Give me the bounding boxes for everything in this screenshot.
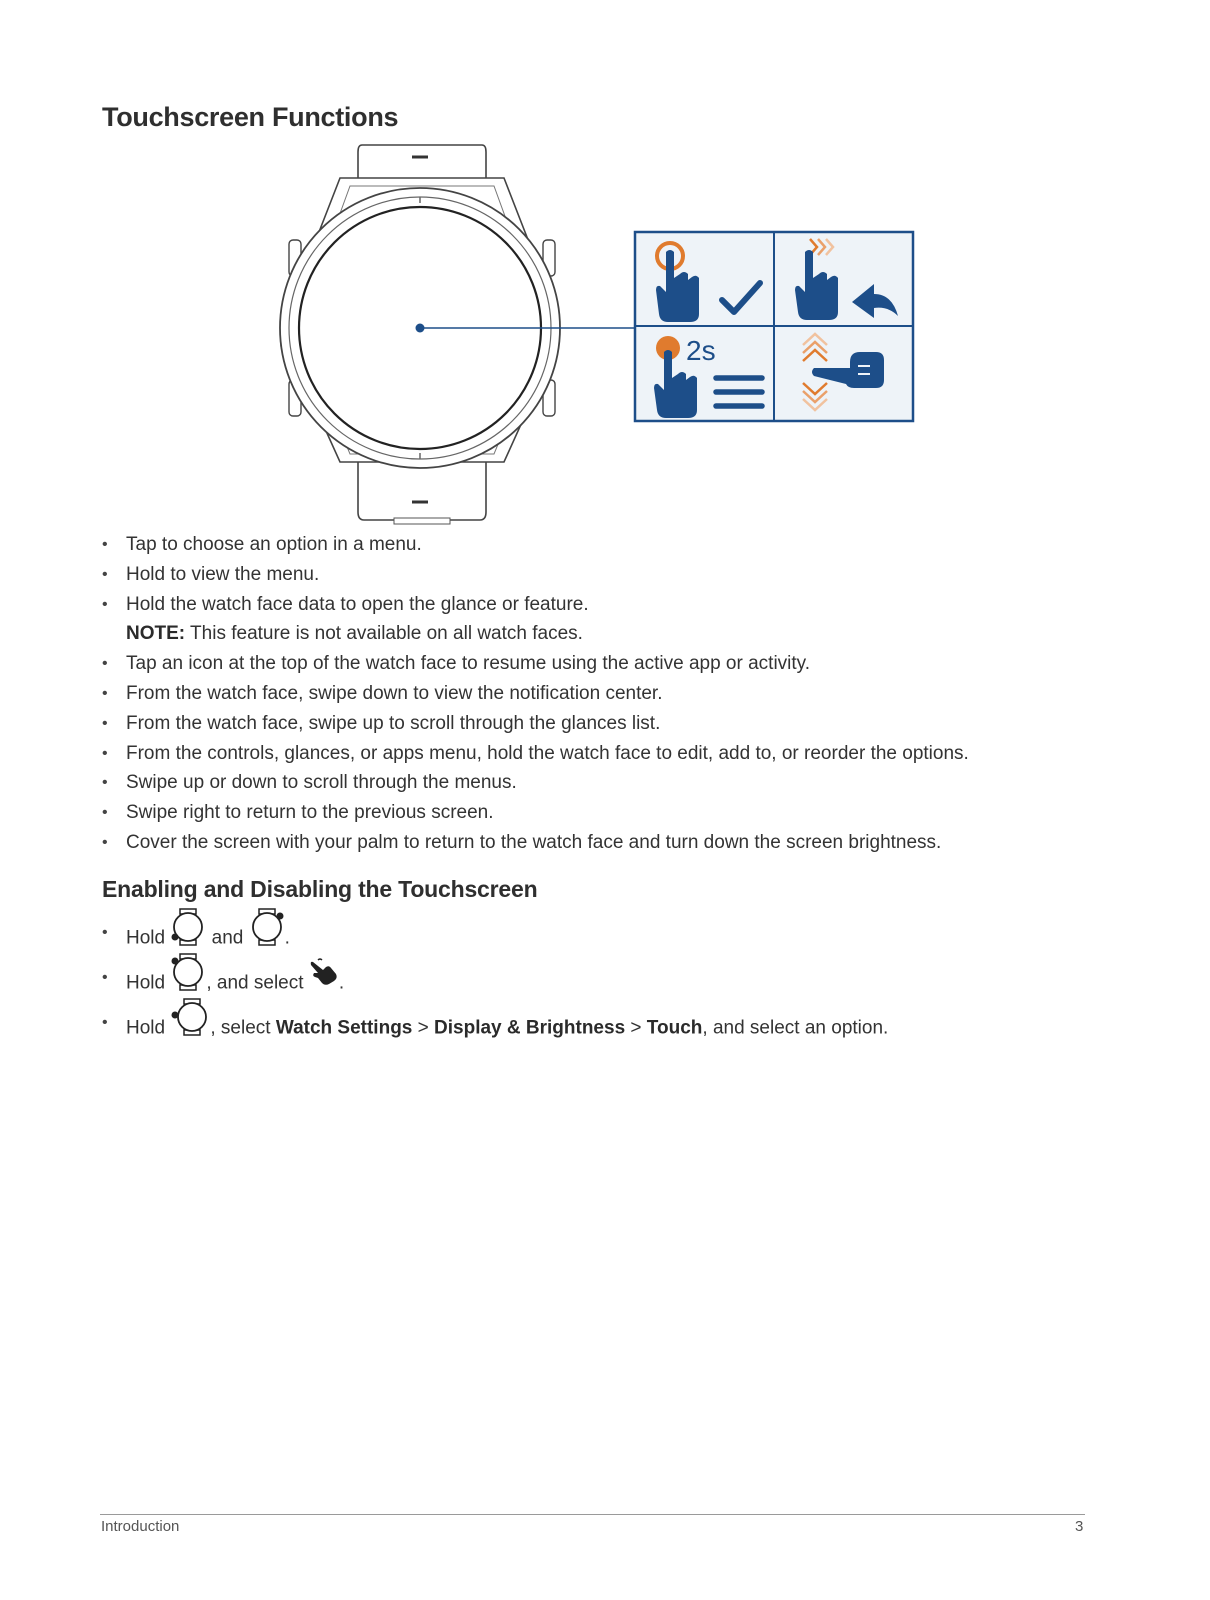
list-item: • Hold and .	[100, 910, 1100, 955]
display-brightness-menu: Display & Brightness	[434, 1017, 626, 1039]
list-item: • Hold to view the menu.	[102, 563, 320, 585]
list-item: • Swipe right to return to the previous screen.	[102, 802, 494, 824]
list-item: • Tap an icon at the top of the watch face to resume using the active app or activity.	[102, 653, 811, 675]
watch-settings-menu: Watch Settings	[275, 1017, 413, 1039]
footer-divider	[100, 1514, 1085, 1515]
touchscreen-toggle-list	[100, 910, 1100, 1045]
list-item: • From the watch face, swipe down to view the notification center.	[102, 682, 663, 704]
hold-duration-label: 2s	[686, 335, 716, 366]
list-item: • Hold , select Watch Settings > Display & Brightness > Touch, and select an option.	[100, 1000, 1100, 1045]
list-item: • From the controls, glances, or apps menu, hold the watch face to edit, add to, or reorder the options.	[102, 742, 969, 764]
list-item: • Swipe up or down to scroll through the menus.	[102, 772, 517, 794]
list-item: • From the watch face, swipe up to scroll through the glances list.	[102, 712, 661, 734]
touch-menu: Touch	[646, 1017, 703, 1039]
touch-hand-icon	[309, 958, 339, 1003]
note	[126, 619, 1100, 649]
note-label: NOTE:	[126, 623, 186, 645]
watch-illustration	[270, 140, 930, 530]
list-item: • Hold , and select .	[100, 955, 1100, 1000]
list-item: • Tap to choose an option in a menu.	[102, 534, 422, 555]
list-item: • Cover the screen with your palm to return to the watch face and turn down the screen brightness.	[102, 831, 942, 853]
footer-section: Introduction	[101, 1518, 180, 1535]
touchscreen-functions-list	[100, 530, 1100, 858]
page-title: Touchscreen Functions	[102, 102, 399, 132]
middle-left-button-icon	[170, 997, 210, 1054]
page-number: 3	[1075, 1518, 1084, 1535]
gesture-panel	[635, 232, 913, 421]
section-heading: Enabling and Disabling the Touchscreen	[102, 876, 538, 902]
list-item: • Hold the watch face data to open the glance or feature. NOTE: This feature is not available on all watch faces.	[100, 590, 1100, 650]
note-text: This feature is not available on all watch faces.	[185, 623, 583, 645]
